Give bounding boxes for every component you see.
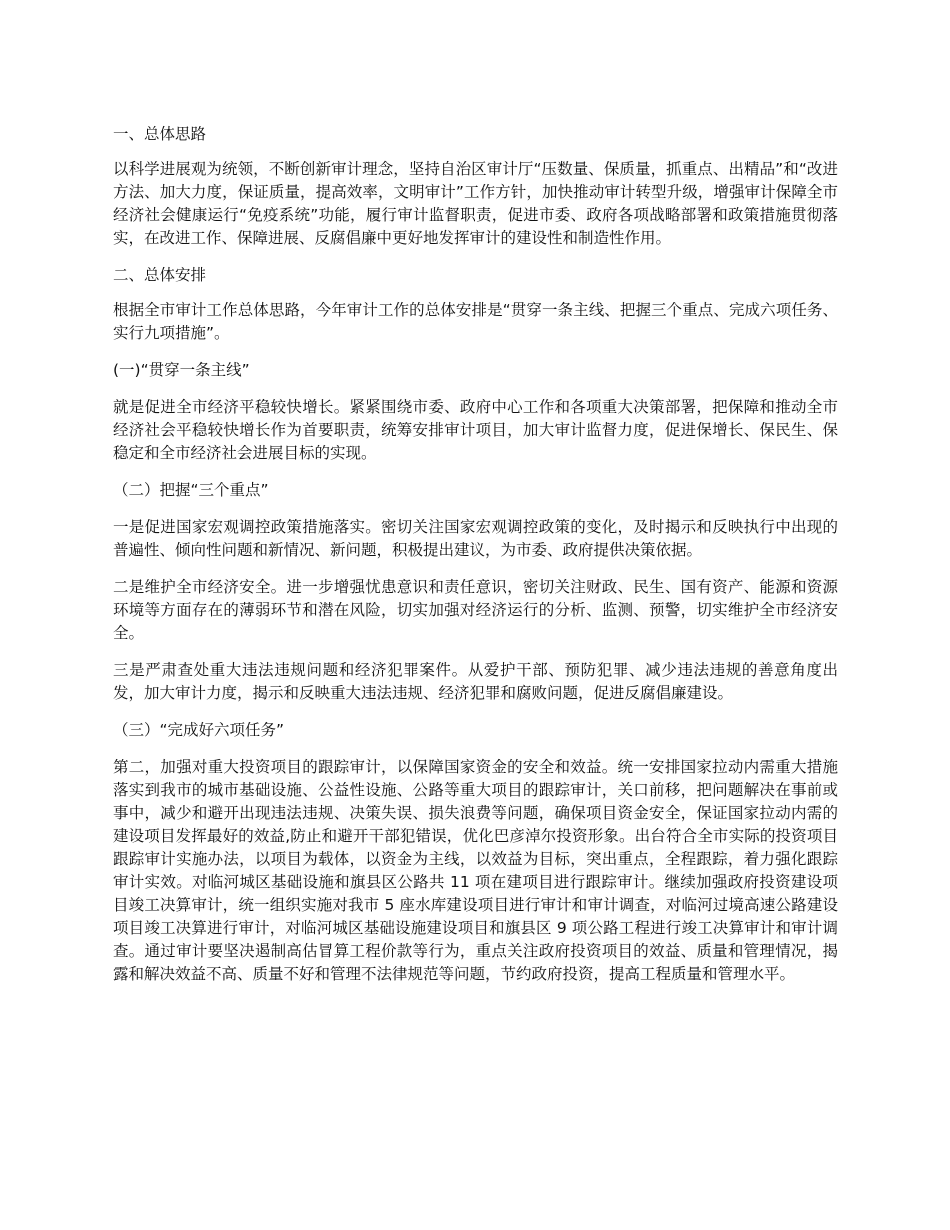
heading-overall-approach: 一、总体思路 [113,125,207,143]
paragraph-priority-one: 一是促进国家宏观调控政策措施落实。密切关注国家宏观调控政策的变化，及时揭示和反映执行中出现的普遍性、倾向性问题和新情况、新问题，积极提出建议，为市委、政府提供决策依据。 [113,518,838,559]
heading-overall-arrangement: 二、总体安排 [113,266,207,284]
subheading-main-line: (一)“贯穿一条主线” [113,361,250,379]
subheading-six-tasks: （三）“完成好六项任务” [113,721,285,739]
paragraph-overall-arrangement: 根据全市审计工作总体思路，今年审计工作的总体安排是“贯穿一条主线、把握三个重点、完成六项任务、实行九项措施”。 [113,301,838,342]
paragraph-main-line: 就是促进全市经济平稳较快增长。紧紧围绕市委、政府中心工作和各项重大决策部署，把保障和推动全市经济社会平稳较快增长作为首要职责，统筹安排审计项目，加大审计监督力度，促进保增长、保民生、保稳定和全市经济社会进展目标的实现。 [113,398,838,462]
paragraph-overall-approach: 以科学进展观为统领，不断创新审计理念，坚持自治区审计厅“压数量、保质量，抓重点、出精品”和“改进方法、加大力度，保证质量，提高效率，文明审计”工作方针，加快推动审计转型升级，增强审计保障全市经济社会健康运行“免疫系统”功能，履行审计监督职责，促进市委、政府各项战略部署和政策措施贯彻落实，在改进工作、保障进展、反腐倡廉中更好地发挥审计的建设性和制造性作用。 [113,160,838,247]
subheading-three-priorities: （二）把握“三个重点” [113,481,269,499]
document-body [113,123,838,1000]
paragraph-priority-three: 三是严肃查处重大违法违规问题和经济犯罪案件。从爱护干部、预防犯罪、减少违法违规的善意角度出发，加大审计力度，揭示和反映重大违法违规、经济犯罪和腐败问题，促进反腐倡廉建设。 [113,661,838,702]
paragraph-task-two: 第二，加强对重大投资项目的跟踪审计，以保障国家资金的安全和效益。统一安排国家拉动内需重大措施落实到我市的城市基础设施、公益性设施、公路等重大项目的跟踪审计，关口前移，把问题解决在事前或事中，减少和避开出现违法违规、决策失误、损失浪费等问题，确保项目资金安全，保证国家拉动内需的建设项目发挥最好的效益,防止和避开干部犯错误，优化巴彦淖尔投资形象。出台符合全市实际的投资项目跟踪审计实施办法，以项目为载体，以资金为主线，以效益为目标，突出重点，全程跟踪，着力强化跟踪审计实效。对临河城区基础设施和旗县区公路共 11 项在建项目进行跟踪审计。继续加强政府投资建设项目竣工决算审计，统一组织实施对我市 5 座水库建设项目进行审计和审计调查，对临河过境高速公路建设项目竣工决算进行审计，对临河城区基础设施建设项目和旗县区 9 项公路工程进行竣工决算审计和审计调查。通过审计要坚决遏制高估冒算工程价款等行为，重点关注政府投资项目的效益、质量和管理情况，揭露和解决效益不高、质量不好和管理不法律规范等问题，节约政府投资，提高工程质量和管理水平。 [113,758,838,983]
paragraph-priority-two: 二是维护全市经济安全。进一步增强忧患意识和责任意识，密切关注财政、民生、国有资产、能源和资源环境等方面存在的薄弱环节和潜在风险，切实加强对经济运行的分析、监测、预警，切实维护全市经济安全。 [113,578,838,642]
